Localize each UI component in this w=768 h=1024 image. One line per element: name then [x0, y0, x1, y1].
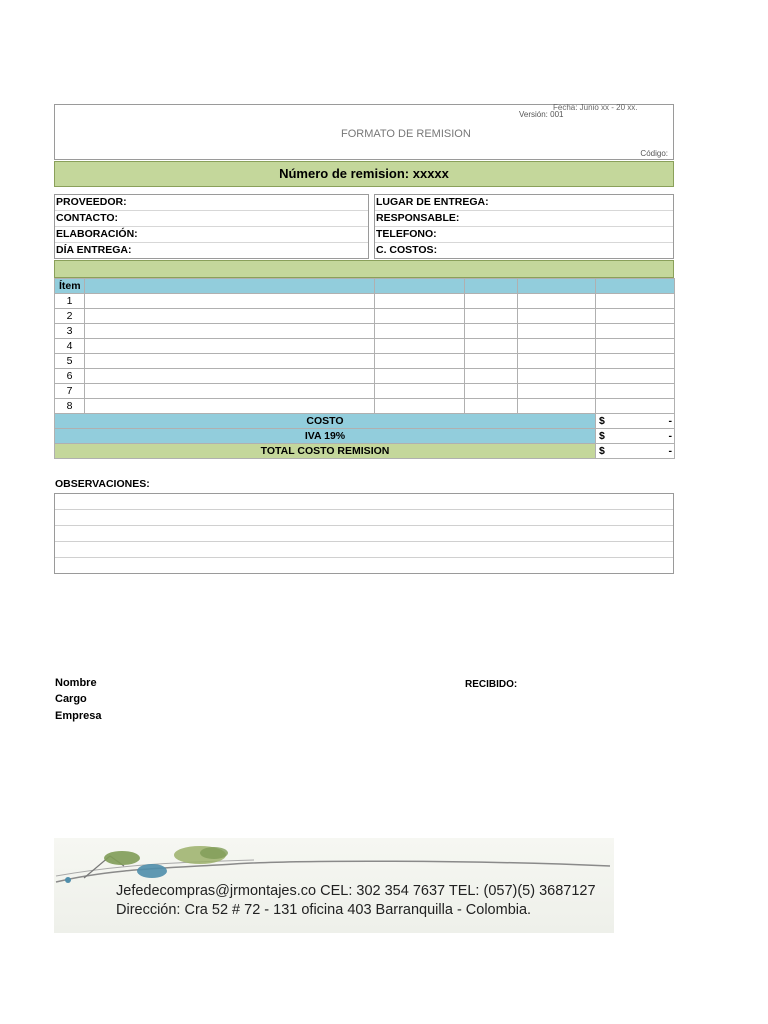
items-header-row — [55, 279, 675, 294]
table-cell[interactable] — [85, 294, 375, 309]
info-row-costos: C. COSTOS: — [376, 244, 438, 256]
table-cell[interactable] — [596, 384, 675, 399]
table-cell[interactable] — [596, 369, 675, 384]
table-cell[interactable] — [375, 399, 465, 414]
cost-label: COSTO — [55, 414, 596, 429]
total-value: - — [668, 445, 672, 457]
table-cell[interactable] — [518, 399, 596, 414]
info-row-responsable: RESPONSABLE: — [375, 211, 673, 227]
table-cell[interactable] — [518, 339, 596, 354]
company-logo-graphic — [54, 838, 614, 888]
iva-label: IVA 19% — [55, 429, 596, 444]
table-cell[interactable] — [465, 294, 518, 309]
currency-symbol: $ — [599, 445, 605, 457]
item-column-header: Ítem — [55, 279, 85, 294]
column-header — [596, 279, 675, 294]
observation-line[interactable] — [55, 558, 673, 573]
iva-row — [55, 429, 675, 444]
table-cell[interactable] — [518, 369, 596, 384]
table-cell[interactable] — [596, 309, 675, 324]
received-label: RECIBIDO: — [465, 679, 518, 690]
table-cell[interactable] — [465, 339, 518, 354]
table-cell[interactable] — [465, 384, 518, 399]
item-number: 8 — [55, 399, 85, 414]
observation-line[interactable] — [55, 494, 673, 510]
column-header — [465, 279, 518, 294]
table-row — [55, 339, 675, 354]
remission-number-bar: Número de remision: xxxxx — [54, 161, 674, 187]
table-cell[interactable] — [596, 324, 675, 339]
table-row — [55, 324, 675, 339]
table-cell[interactable] — [375, 384, 465, 399]
observations-label: OBSERVACIONES: — [55, 478, 150, 490]
column-header — [375, 279, 465, 294]
info-row-proveedor: PROVEEDOR: — [55, 195, 368, 211]
total-label: TOTAL COSTO REMISION — [55, 444, 596, 459]
observations-box[interactable] — [54, 493, 674, 574]
supplier-info — [54, 194, 369, 259]
table-row — [55, 399, 675, 414]
table-cell[interactable] — [85, 384, 375, 399]
cost-value-cell — [596, 414, 675, 429]
table-cell[interactable] — [375, 294, 465, 309]
table-row — [55, 354, 675, 369]
table-cell[interactable] — [85, 399, 375, 414]
column-header — [85, 279, 375, 294]
table-row — [55, 294, 675, 309]
table-cell[interactable] — [596, 399, 675, 414]
column-header — [518, 279, 596, 294]
observation-line[interactable] — [55, 542, 673, 558]
document-header — [54, 104, 674, 160]
table-cell[interactable] — [518, 294, 596, 309]
date-text: Fecha: Junio xx - 20 xx. — [553, 103, 638, 112]
item-number: 3 — [55, 324, 85, 339]
table-cell[interactable] — [465, 369, 518, 384]
currency-symbol: $ — [599, 415, 605, 427]
document-title: FORMATO DE REMISION — [341, 128, 471, 140]
currency-symbol: $ — [599, 430, 605, 442]
item-number: 7 — [55, 384, 85, 399]
table-cell[interactable] — [465, 354, 518, 369]
cost-value: - — [668, 415, 672, 427]
signature-name-label: Nombre — [55, 677, 97, 689]
table-cell[interactable] — [85, 324, 375, 339]
letterhead-footer — [54, 838, 614, 933]
address-text: Dirección: Cra 52 # 72 - 131 oficina 403 Barranquilla - Colombia. — [116, 902, 532, 918]
table-cell[interactable] — [85, 309, 375, 324]
cost-row — [55, 414, 675, 429]
table-cell[interactable] — [375, 309, 465, 324]
item-number: 1 — [55, 294, 85, 309]
observation-line[interactable] — [55, 510, 673, 526]
table-cell[interactable] — [518, 309, 596, 324]
info-row-elaboracion: ELABORACIÓN: — [55, 227, 368, 243]
item-number: 6 — [55, 369, 85, 384]
items-table — [54, 278, 675, 459]
table-cell[interactable] — [465, 309, 518, 324]
table-cell[interactable] — [596, 294, 675, 309]
delivery-info — [374, 194, 674, 259]
info-row-telefono: TELEFONO: — [375, 227, 673, 243]
table-cell[interactable] — [465, 324, 518, 339]
info-row-dia-entrega: DÍA ENTREGA: — [56, 244, 132, 256]
table-cell[interactable] — [596, 339, 675, 354]
item-number: 4 — [55, 339, 85, 354]
observation-line[interactable] — [55, 526, 673, 542]
table-cell[interactable] — [518, 384, 596, 399]
table-cell[interactable] — [375, 339, 465, 354]
total-row — [55, 444, 675, 459]
item-number: 5 — [55, 354, 85, 369]
signature-role-label: Cargo — [55, 693, 87, 705]
table-cell[interactable] — [85, 339, 375, 354]
table-cell[interactable] — [85, 369, 375, 384]
version-text: Versión: 001 — [519, 110, 564, 119]
code-label: Código: — [640, 149, 668, 158]
total-value-cell — [596, 444, 675, 459]
iva-value: - — [668, 430, 672, 442]
table-cell[interactable] — [596, 354, 675, 369]
contact-text: Jefedecompras@jrmontajes.co CEL: 302 354 7637 TEL: (057)(5) 3687127 — [116, 883, 596, 899]
table-cell[interactable] — [465, 399, 518, 414]
table-row — [55, 369, 675, 384]
table-cell[interactable] — [518, 324, 596, 339]
table-cell[interactable] — [518, 354, 596, 369]
info-row-contacto: CONTACTO: — [55, 211, 368, 227]
table-row — [55, 384, 675, 399]
iva-value-cell — [596, 429, 675, 444]
table-row — [55, 309, 675, 324]
table-cell[interactable] — [375, 354, 465, 369]
table-cell[interactable] — [85, 354, 375, 369]
table-cell[interactable] — [375, 369, 465, 384]
item-number: 2 — [55, 309, 85, 324]
items-section-bar — [54, 260, 674, 278]
table-cell[interactable] — [375, 324, 465, 339]
info-row-lugar-entrega: LUGAR DE ENTREGA: — [375, 195, 673, 211]
signature-company-label: Empresa — [55, 710, 102, 722]
